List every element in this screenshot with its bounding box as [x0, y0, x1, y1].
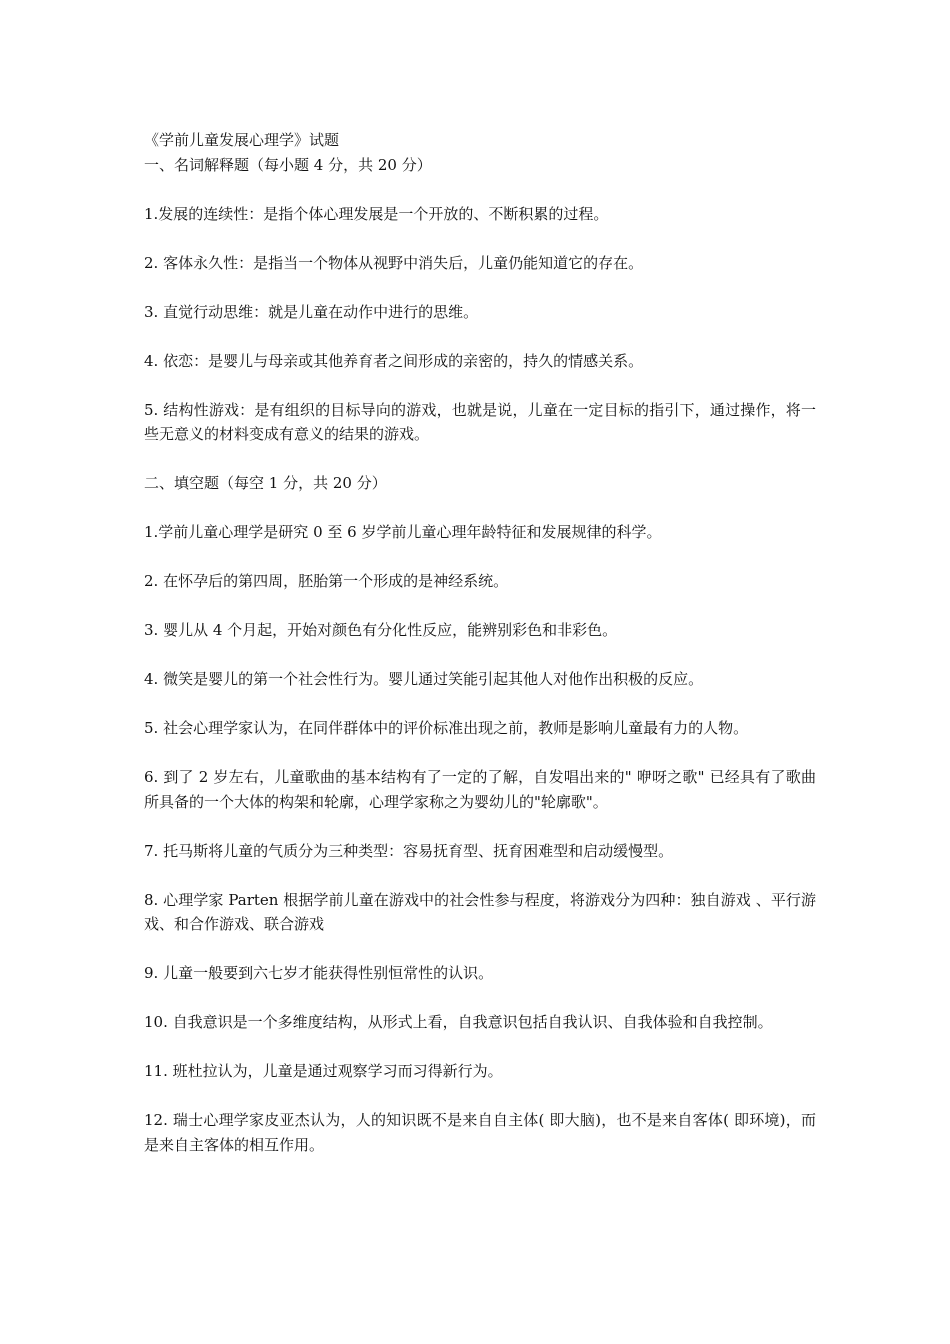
fill-blank-item: 10. 自我意识是一个多维度结构，从形式上看，自我意识包括自我认识、自我体验和自我控制。 [144, 1013, 773, 1031]
spacer [144, 643, 816, 668]
term-definition: 3. 直觉行动思维：就是儿童在动作中进行的思维。 [144, 302, 479, 321]
fill-blank-item: 3. 婴儿从 4 个月起，开始对颜色有分化性反应，能辨别彩色和非彩色。 [144, 621, 618, 639]
term-definition: 4. 依恋：是婴儿与母亲或其他养育者之间形成的亲密的，持久的情感关系。 [144, 351, 644, 370]
spacer [144, 324, 816, 349]
section2-heading: 二、填空题（每空 1 分，共 20 分） [144, 474, 387, 492]
spacer [144, 692, 816, 717]
spacer [144, 275, 816, 300]
section1-heading: 一、名词解释题（每小题 4 分，共 20 分） [144, 155, 432, 174]
spacer [144, 177, 816, 202]
document-title: 《学前儿童发展心理学》试题 [144, 131, 340, 149]
spacer [144, 937, 816, 962]
fill-blank-item: 2. 在怀孕后的第四周，胚胎第一个形成的是神经系统。 [144, 572, 509, 590]
term-definition: 5. 结构性游戏：是有组织的目标导向的游戏，也就是说，儿童在一定目标的指引下，通过操作，将一些无意义的材料变成有意义的结果的游戏。 [144, 400, 816, 443]
fill-blank-item: 11. 班杜拉认为，儿童是通过观察学习而习得新行为。 [144, 1062, 503, 1080]
spacer [144, 447, 816, 472]
spacer [144, 545, 816, 570]
spacer [144, 1035, 816, 1060]
fill-blank-item: 7. 托马斯将儿童的气质分为三种类型：容易抚育型、抚育困难型和启动缓慢型。 [144, 841, 674, 860]
fill-blank-item: 1.学前儿童心理学是研究 0 至 6 岁学前儿童心理年龄特征和发展规律的科学。 [144, 523, 662, 541]
fill-blank-item: 8. 心理学家 Parten 根据学前儿童在游戏中的社会性参与程度，将游戏分为四种：独自游戏 、平行游戏、和合作游戏、联合游戏 [144, 890, 816, 933]
fill-blank-item: 12. 瑞士心理学家皮亚杰认为，人的知识既不是来自自主体( 即大脑)，也不是来自客体( 即环境)，而是来自主客体的相互作用。 [144, 1111, 816, 1154]
term-definition: 2. 客体永久性：是指当一个物体从视野中消失后，儿童仍能知道它的存在。 [144, 253, 644, 272]
spacer [144, 373, 816, 398]
spacer [144, 741, 816, 766]
spacer [144, 226, 816, 251]
spacer [144, 1084, 816, 1109]
fill-blank-item: 6. 到了 2 岁左右，儿童歌曲的基本结构有了一定的了解，自发唱出来的" 咿呀之歌" 已经具有了歌曲所具备的一个大体的构架和轮廓，心理学家称之为婴幼儿的"轮廓歌"。 [144, 768, 816, 811]
spacer [144, 863, 816, 888]
document-page [144, 128, 816, 1157]
fill-blank-item: 9. 儿童一般要到六七岁才能获得性别恒常性的认识。 [144, 964, 494, 982]
term-definition: 1.发展的连续性：是指个体心理发展是一个开放的、不断积累的过程。 [144, 204, 609, 223]
spacer [144, 594, 816, 619]
spacer [144, 496, 816, 521]
fill-blank-item: 4. 微笑是婴儿的第一个社会性行为。婴儿通过笑能引起其他人对他作出积极的反应。 [144, 670, 704, 688]
fill-blank-item: 5. 社会心理学家认为，在同伴群体中的评价标准出现之前，教师是影响儿童最有力的人物。 [144, 719, 749, 737]
spacer [144, 986, 816, 1011]
spacer [144, 814, 816, 839]
